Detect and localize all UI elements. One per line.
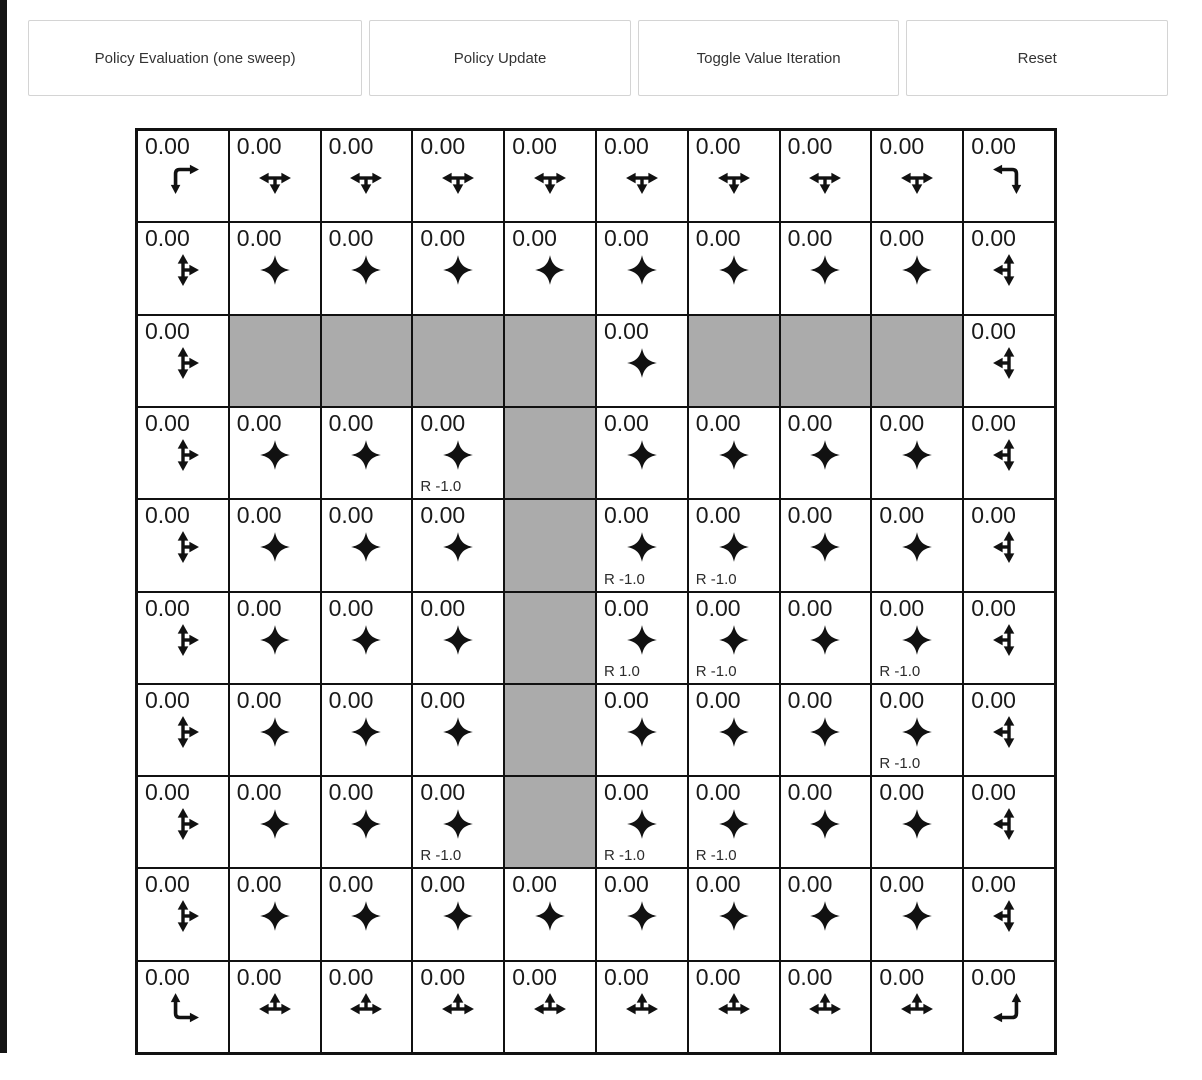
state-value: 0.00 bbox=[420, 871, 466, 898]
grid-cell[interactable] bbox=[963, 499, 1055, 591]
tri-left-arrow-icon bbox=[992, 530, 1026, 564]
grid-cell[interactable] bbox=[504, 130, 596, 222]
state-value: 0.00 bbox=[604, 317, 649, 344]
state-value: 0.00 bbox=[695, 225, 741, 252]
tri-down-arrow-icon bbox=[900, 161, 934, 195]
all-dirs-arrow-icon bbox=[717, 899, 751, 933]
tri-up-arrow-icon bbox=[625, 992, 659, 1026]
grid-cell[interactable] bbox=[871, 776, 963, 868]
all-dirs-arrow-icon bbox=[808, 253, 842, 287]
wall-cell[interactable] bbox=[688, 315, 780, 407]
state-value: 0.00 bbox=[145, 594, 190, 621]
grid-cell[interactable] bbox=[229, 961, 321, 1053]
wall-cell[interactable] bbox=[412, 315, 504, 407]
grid-cell[interactable] bbox=[963, 868, 1055, 960]
state-value: 0.00 bbox=[879, 409, 925, 436]
grid-cell[interactable] bbox=[871, 961, 963, 1053]
all-dirs-arrow-icon bbox=[808, 623, 842, 657]
all-dirs-arrow-icon bbox=[808, 530, 842, 564]
all-dirs-arrow-icon bbox=[349, 715, 383, 749]
elbow-up-right-arrow-icon bbox=[166, 992, 200, 1026]
reward-label: R -1.0 bbox=[604, 847, 645, 865]
grid-cell[interactable] bbox=[137, 130, 229, 222]
grid-cell[interactable] bbox=[871, 684, 963, 776]
grid-cell[interactable] bbox=[780, 407, 872, 499]
tri-left-arrow-icon bbox=[992, 899, 1026, 933]
grid-cell[interactable] bbox=[412, 130, 504, 222]
all-dirs-arrow-icon bbox=[258, 438, 292, 472]
grid-cell[interactable] bbox=[963, 961, 1055, 1053]
all-dirs-arrow-icon bbox=[900, 899, 934, 933]
tri-right-arrow-icon bbox=[166, 530, 200, 564]
grid-cell[interactable] bbox=[963, 222, 1055, 314]
grid-cell[interactable] bbox=[321, 868, 413, 960]
tri-right-arrow-icon bbox=[166, 623, 200, 657]
reward-label: R -1.0 bbox=[695, 847, 737, 865]
elbow-down-right-arrow-icon bbox=[166, 161, 200, 195]
tri-right-arrow-icon bbox=[166, 899, 200, 933]
all-dirs-arrow-icon bbox=[441, 438, 475, 472]
state-value: 0.00 bbox=[604, 502, 649, 529]
state-value: 0.00 bbox=[879, 963, 925, 990]
state-value: 0.00 bbox=[420, 963, 466, 990]
grid-cell[interactable] bbox=[596, 776, 688, 868]
grid-cell[interactable] bbox=[596, 868, 688, 960]
tri-up-arrow-icon bbox=[717, 992, 751, 1026]
state-value: 0.00 bbox=[328, 871, 374, 898]
state-value: 0.00 bbox=[145, 317, 190, 344]
all-dirs-arrow-icon bbox=[625, 807, 659, 841]
all-dirs-arrow-icon bbox=[900, 715, 934, 749]
state-value: 0.00 bbox=[236, 133, 282, 159]
grid-cell[interactable] bbox=[504, 222, 596, 314]
state-value: 0.00 bbox=[971, 779, 1016, 806]
tri-right-arrow-icon bbox=[166, 253, 200, 287]
state-value: 0.00 bbox=[145, 779, 190, 806]
state-value: 0.00 bbox=[604, 963, 649, 990]
wall-cell[interactable] bbox=[504, 592, 596, 684]
state-value: 0.00 bbox=[328, 409, 374, 436]
grid-cell[interactable] bbox=[321, 407, 413, 499]
tri-right-arrow-icon bbox=[166, 346, 200, 380]
all-dirs-arrow-icon bbox=[625, 715, 659, 749]
state-value: 0.00 bbox=[971, 502, 1016, 529]
tri-up-arrow-icon bbox=[258, 992, 292, 1026]
reward-label: R -1.0 bbox=[879, 662, 921, 680]
all-dirs-arrow-icon bbox=[258, 807, 292, 841]
grid-cell[interactable] bbox=[688, 407, 780, 499]
state-value: 0.00 bbox=[420, 133, 466, 159]
state-value: 0.00 bbox=[971, 594, 1016, 621]
elbow-up-left-arrow-icon bbox=[992, 992, 1026, 1026]
grid-cell[interactable] bbox=[871, 130, 963, 222]
state-value: 0.00 bbox=[420, 594, 466, 621]
grid-cell[interactable] bbox=[688, 592, 780, 684]
state-value: 0.00 bbox=[971, 686, 1016, 713]
state-value: 0.00 bbox=[604, 871, 649, 898]
tri-up-arrow-icon bbox=[533, 992, 567, 1026]
state-value: 0.00 bbox=[236, 779, 282, 806]
grid-cell[interactable] bbox=[780, 222, 872, 314]
all-dirs-arrow-icon bbox=[900, 438, 934, 472]
wall-cell[interactable] bbox=[780, 315, 872, 407]
grid-cell[interactable] bbox=[963, 776, 1055, 868]
state-value: 0.00 bbox=[879, 133, 925, 159]
state-value: 0.00 bbox=[695, 594, 741, 621]
grid-cell[interactable] bbox=[963, 130, 1055, 222]
elbow-down-left-arrow-icon bbox=[992, 161, 1026, 195]
grid-cell[interactable] bbox=[137, 684, 229, 776]
grid-cell[interactable] bbox=[412, 684, 504, 776]
all-dirs-arrow-icon bbox=[441, 530, 475, 564]
state-value: 0.00 bbox=[787, 502, 833, 529]
tri-left-arrow-icon bbox=[992, 807, 1026, 841]
state-value: 0.00 bbox=[971, 133, 1016, 159]
all-dirs-arrow-icon bbox=[808, 899, 842, 933]
grid-cell[interactable] bbox=[229, 499, 321, 591]
state-value: 0.00 bbox=[604, 225, 649, 252]
tri-left-arrow-icon bbox=[992, 253, 1026, 287]
grid-cell[interactable] bbox=[871, 592, 963, 684]
grid-cell[interactable] bbox=[412, 222, 504, 314]
tri-right-arrow-icon bbox=[166, 438, 200, 472]
all-dirs-arrow-icon bbox=[900, 253, 934, 287]
grid-cell[interactable] bbox=[688, 499, 780, 591]
state-value: 0.00 bbox=[328, 502, 374, 529]
grid-cell[interactable] bbox=[780, 130, 872, 222]
tri-up-arrow-icon bbox=[808, 992, 842, 1026]
state-value: 0.00 bbox=[879, 779, 925, 806]
all-dirs-arrow-icon bbox=[258, 899, 292, 933]
grid-cell[interactable] bbox=[504, 961, 596, 1053]
grid-cell[interactable] bbox=[229, 130, 321, 222]
grid-cell[interactable] bbox=[137, 961, 229, 1053]
tri-down-arrow-icon bbox=[349, 161, 383, 195]
policy-evaluation-button[interactable]: Policy Evaluation (one sweep) bbox=[28, 20, 362, 96]
all-dirs-arrow-icon bbox=[717, 438, 751, 472]
state-value: 0.00 bbox=[145, 133, 190, 159]
tri-down-arrow-icon bbox=[625, 161, 659, 195]
state-value: 0.00 bbox=[695, 779, 741, 806]
tri-left-arrow-icon bbox=[992, 438, 1026, 472]
state-value: 0.00 bbox=[787, 133, 833, 159]
tri-up-arrow-icon bbox=[900, 992, 934, 1026]
state-value: 0.00 bbox=[695, 871, 741, 898]
all-dirs-arrow-icon bbox=[349, 253, 383, 287]
grid-cell[interactable] bbox=[137, 868, 229, 960]
grid-cell[interactable] bbox=[871, 499, 963, 591]
state-value: 0.00 bbox=[879, 594, 925, 621]
state-value: 0.00 bbox=[879, 225, 925, 252]
wall-cell[interactable] bbox=[321, 315, 413, 407]
tri-left-arrow-icon bbox=[992, 715, 1026, 749]
tri-left-arrow-icon bbox=[992, 346, 1026, 380]
state-value: 0.00 bbox=[971, 225, 1016, 252]
grid-cell[interactable] bbox=[321, 130, 413, 222]
all-dirs-arrow-icon bbox=[808, 715, 842, 749]
grid-cell[interactable] bbox=[688, 684, 780, 776]
grid-cell[interactable] bbox=[780, 868, 872, 960]
reward-label: R -1.0 bbox=[420, 478, 462, 496]
state-value: 0.00 bbox=[145, 686, 190, 713]
reward-label: R -1.0 bbox=[879, 755, 921, 773]
state-value: 0.00 bbox=[236, 225, 282, 252]
all-dirs-arrow-icon bbox=[258, 715, 292, 749]
grid-cell[interactable] bbox=[688, 222, 780, 314]
state-value: 0.00 bbox=[420, 409, 466, 436]
all-dirs-arrow-icon bbox=[625, 253, 659, 287]
wall-cell[interactable] bbox=[229, 315, 321, 407]
state-value: 0.00 bbox=[420, 779, 466, 806]
grid-cell[interactable] bbox=[596, 961, 688, 1053]
all-dirs-arrow-icon bbox=[349, 438, 383, 472]
grid-cell[interactable] bbox=[137, 407, 229, 499]
state-value: 0.00 bbox=[695, 409, 741, 436]
grid-cell[interactable] bbox=[871, 222, 963, 314]
state-value: 0.00 bbox=[879, 686, 925, 713]
state-value: 0.00 bbox=[695, 686, 741, 713]
all-dirs-arrow-icon bbox=[441, 623, 475, 657]
state-value: 0.00 bbox=[787, 225, 833, 252]
grid-cell[interactable] bbox=[780, 776, 872, 868]
state-value: 0.00 bbox=[328, 594, 374, 621]
grid-cell[interactable] bbox=[412, 868, 504, 960]
tri-up-arrow-icon bbox=[349, 992, 383, 1026]
state-value: 0.00 bbox=[420, 686, 466, 713]
state-value: 0.00 bbox=[145, 502, 190, 529]
state-value: 0.00 bbox=[145, 409, 190, 436]
state-value: 0.00 bbox=[512, 225, 557, 252]
wall-cell[interactable] bbox=[871, 315, 963, 407]
state-value: 0.00 bbox=[145, 225, 190, 252]
tri-left-arrow-icon bbox=[992, 623, 1026, 657]
state-value: 0.00 bbox=[145, 871, 190, 898]
all-dirs-arrow-icon bbox=[349, 807, 383, 841]
grid-cell[interactable] bbox=[137, 315, 229, 407]
state-value: 0.00 bbox=[604, 686, 649, 713]
grid-cell[interactable] bbox=[229, 868, 321, 960]
reward-label: R -1.0 bbox=[604, 570, 645, 588]
state-value: 0.00 bbox=[236, 594, 282, 621]
state-value: 0.00 bbox=[328, 133, 374, 159]
state-value: 0.00 bbox=[787, 871, 833, 898]
wall-cell[interactable] bbox=[504, 499, 596, 591]
grid-cell[interactable] bbox=[321, 592, 413, 684]
wall-cell[interactable] bbox=[504, 407, 596, 499]
grid-cell[interactable] bbox=[229, 776, 321, 868]
state-value: 0.00 bbox=[236, 871, 282, 898]
all-dirs-arrow-icon bbox=[808, 438, 842, 472]
reset-button[interactable]: Reset bbox=[906, 20, 1168, 96]
grid-cell[interactable] bbox=[963, 407, 1055, 499]
gridworld bbox=[135, 128, 1057, 1055]
state-value: 0.00 bbox=[328, 225, 374, 252]
state-value: 0.00 bbox=[971, 963, 1016, 990]
all-dirs-arrow-icon bbox=[349, 623, 383, 657]
reward-label: R -1.0 bbox=[695, 662, 737, 680]
grid-cell[interactable] bbox=[963, 592, 1055, 684]
reward-label: R -1.0 bbox=[420, 847, 462, 865]
grid-cell[interactable] bbox=[871, 868, 963, 960]
state-value: 0.00 bbox=[695, 133, 741, 159]
grid-cell[interactable] bbox=[596, 592, 688, 684]
grid-cell[interactable] bbox=[412, 499, 504, 591]
grid-cell[interactable] bbox=[963, 315, 1055, 407]
all-dirs-arrow-icon bbox=[258, 530, 292, 564]
all-dirs-arrow-icon bbox=[258, 623, 292, 657]
grid-cell[interactable] bbox=[321, 776, 413, 868]
grid-cell[interactable] bbox=[412, 407, 504, 499]
grid-cell[interactable] bbox=[412, 776, 504, 868]
tri-down-arrow-icon bbox=[441, 161, 475, 195]
all-dirs-arrow-icon bbox=[258, 253, 292, 287]
all-dirs-arrow-icon bbox=[349, 530, 383, 564]
grid-cell[interactable] bbox=[229, 684, 321, 776]
state-value: 0.00 bbox=[512, 133, 557, 159]
grid-cell[interactable] bbox=[321, 961, 413, 1053]
all-dirs-arrow-icon bbox=[441, 899, 475, 933]
grid-cell[interactable] bbox=[412, 592, 504, 684]
grid-cell[interactable] bbox=[688, 776, 780, 868]
all-dirs-arrow-icon bbox=[717, 807, 751, 841]
state-value: 0.00 bbox=[236, 686, 282, 713]
tri-right-arrow-icon bbox=[166, 807, 200, 841]
state-value: 0.00 bbox=[236, 502, 282, 529]
all-dirs-arrow-icon bbox=[349, 899, 383, 933]
state-value: 0.00 bbox=[879, 502, 925, 529]
grid-cell[interactable] bbox=[504, 868, 596, 960]
all-dirs-arrow-icon bbox=[717, 715, 751, 749]
state-value: 0.00 bbox=[787, 963, 833, 990]
grid-cell[interactable] bbox=[688, 868, 780, 960]
all-dirs-arrow-icon bbox=[625, 530, 659, 564]
grid-cell[interactable] bbox=[596, 315, 688, 407]
all-dirs-arrow-icon bbox=[625, 346, 659, 380]
wall-cell[interactable] bbox=[504, 315, 596, 407]
all-dirs-arrow-icon bbox=[717, 253, 751, 287]
tri-down-arrow-icon bbox=[717, 161, 751, 195]
state-value: 0.00 bbox=[604, 409, 649, 436]
grid-cell[interactable] bbox=[871, 407, 963, 499]
reward-label: R 1.0 bbox=[604, 662, 640, 680]
state-value: 0.00 bbox=[971, 317, 1016, 344]
state-value: 0.00 bbox=[328, 963, 374, 990]
state-value: 0.00 bbox=[604, 779, 649, 806]
state-value: 0.00 bbox=[604, 594, 649, 621]
grid-cell[interactable] bbox=[688, 961, 780, 1053]
grid-cell[interactable] bbox=[321, 222, 413, 314]
toggle-value-iteration-button[interactable]: Toggle Value Iteration bbox=[638, 20, 900, 96]
state-value: 0.00 bbox=[512, 963, 557, 990]
state-value: 0.00 bbox=[787, 779, 833, 806]
state-value: 0.00 bbox=[328, 686, 374, 713]
state-value: 0.00 bbox=[420, 502, 466, 529]
state-value: 0.00 bbox=[604, 133, 649, 159]
grid-cell[interactable] bbox=[596, 130, 688, 222]
all-dirs-arrow-icon bbox=[441, 715, 475, 749]
all-dirs-arrow-icon bbox=[441, 253, 475, 287]
all-dirs-arrow-icon bbox=[717, 530, 751, 564]
all-dirs-arrow-icon bbox=[625, 438, 659, 472]
grid-cell[interactable] bbox=[596, 499, 688, 591]
state-value: 0.00 bbox=[971, 409, 1016, 436]
state-value: 0.00 bbox=[787, 594, 833, 621]
state-value: 0.00 bbox=[420, 225, 466, 252]
state-value: 0.00 bbox=[695, 502, 741, 529]
grid-cell[interactable] bbox=[780, 592, 872, 684]
all-dirs-arrow-icon bbox=[625, 899, 659, 933]
grid-cell[interactable] bbox=[596, 222, 688, 314]
grid-cell[interactable] bbox=[137, 222, 229, 314]
window-edge-bar bbox=[0, 0, 7, 1053]
wall-cell[interactable] bbox=[504, 684, 596, 776]
tri-right-arrow-icon bbox=[166, 715, 200, 749]
all-dirs-arrow-icon bbox=[533, 899, 567, 933]
all-dirs-arrow-icon bbox=[625, 623, 659, 657]
state-value: 0.00 bbox=[236, 409, 282, 436]
tri-up-arrow-icon bbox=[441, 992, 475, 1026]
tri-down-arrow-icon bbox=[258, 161, 292, 195]
all-dirs-arrow-icon bbox=[717, 623, 751, 657]
policy-update-button[interactable]: Policy Update bbox=[369, 20, 631, 96]
grid-cell[interactable] bbox=[963, 684, 1055, 776]
tri-down-arrow-icon bbox=[533, 161, 567, 195]
reward-label: R -1.0 bbox=[695, 570, 737, 588]
grid-cell[interactable] bbox=[229, 592, 321, 684]
all-dirs-arrow-icon bbox=[900, 623, 934, 657]
state-value: 0.00 bbox=[879, 871, 925, 898]
grid-cell[interactable] bbox=[688, 130, 780, 222]
tri-down-arrow-icon bbox=[808, 161, 842, 195]
all-dirs-arrow-icon bbox=[808, 807, 842, 841]
grid-cell[interactable] bbox=[321, 684, 413, 776]
all-dirs-arrow-icon bbox=[441, 807, 475, 841]
grid-cell[interactable] bbox=[780, 499, 872, 591]
state-value: 0.00 bbox=[787, 686, 833, 713]
grid-cell[interactable] bbox=[229, 222, 321, 314]
all-dirs-arrow-icon bbox=[900, 807, 934, 841]
wall-cell[interactable] bbox=[504, 776, 596, 868]
grid-cell[interactable] bbox=[137, 776, 229, 868]
state-value: 0.00 bbox=[787, 409, 833, 436]
state-value: 0.00 bbox=[695, 963, 741, 990]
state-value: 0.00 bbox=[971, 871, 1016, 898]
grid-cell[interactable] bbox=[229, 407, 321, 499]
grid-cell[interactable] bbox=[137, 499, 229, 591]
state-value: 0.00 bbox=[236, 963, 282, 990]
grid-cell[interactable] bbox=[321, 499, 413, 591]
toolbar bbox=[28, 20, 1168, 96]
grid-cell[interactable] bbox=[780, 961, 872, 1053]
all-dirs-arrow-icon bbox=[900, 530, 934, 564]
grid-cell[interactable] bbox=[596, 684, 688, 776]
grid-cell[interactable] bbox=[780, 684, 872, 776]
all-dirs-arrow-icon bbox=[533, 253, 567, 287]
grid-cell[interactable] bbox=[596, 407, 688, 499]
grid-cell[interactable] bbox=[412, 961, 504, 1053]
state-value: 0.00 bbox=[328, 779, 374, 806]
state-value: 0.00 bbox=[145, 963, 190, 990]
grid-cell[interactable] bbox=[137, 592, 229, 684]
state-value: 0.00 bbox=[512, 871, 557, 898]
